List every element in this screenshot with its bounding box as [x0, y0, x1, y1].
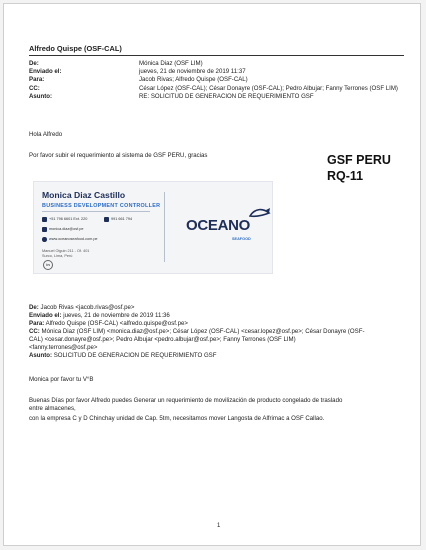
fwd-label: Enviado el:	[29, 312, 62, 319]
fwd-label: Asunto:	[29, 352, 53, 359]
email-text[interactable]: monica.diaz@osf.pe	[49, 227, 84, 232]
sender-name: Alfredo Quispe (OSF-CAL)	[29, 44, 122, 53]
message-line: con la empresa C y D Chinchay unidad de Cap. 5tm, necesitamos mover Langosta de Alfrimac a OSF Callao.	[29, 415, 325, 422]
fwd-label: CC:	[29, 328, 40, 335]
signature-name: Monica Diaz Castillo	[42, 190, 126, 200]
message-line: entre almacenes,	[29, 405, 76, 412]
fwd-to	[29, 320, 188, 328]
address-line1: Manuel Olguin 211 - Of. 401	[42, 249, 90, 253]
linkedin-icon[interactable]: in	[43, 260, 53, 270]
header-value: jueves, 21 de noviembre de 2019 11:37	[139, 68, 246, 76]
logo-sub: SEAFOOD	[232, 237, 251, 241]
signature-web[interactable]	[42, 237, 98, 242]
signature-email[interactable]	[42, 227, 83, 232]
annotation-line1: GSF PERU	[327, 153, 391, 167]
mobile-icon	[104, 217, 109, 222]
message-line: Monica por favor tu V°B	[29, 376, 94, 383]
address-line2: Surco, Lima, Perú	[42, 254, 73, 258]
fwd-label: Para:	[29, 320, 45, 327]
header-label: Asunto:	[29, 92, 53, 100]
mail-icon	[42, 227, 47, 232]
greeting: Hola Alfredo	[29, 131, 63, 138]
fwd-from	[29, 304, 134, 312]
signature-vertical-divider	[164, 192, 165, 262]
header-label: Enviado el:	[29, 68, 62, 76]
fwd-sent	[29, 312, 170, 320]
email-header	[29, 60, 409, 101]
header-value: César López (OSF-CAL); César Donayre (OSF-CAL); Pedro Albujar; Fanny Terrones (OSF LIM)	[139, 84, 398, 92]
signature-divider	[42, 211, 150, 212]
handwritten-annotation	[327, 152, 391, 184]
email-signature	[33, 181, 273, 274]
fwd-cc-line2: CAL) <cesar.donayre@osf.pe>; Pedro Albujar <pedro.albujar@osf.pe>; Fanny Terrones (OSF LIM)	[29, 336, 296, 343]
header-row-sent	[29, 68, 409, 76]
fwd-subject	[29, 352, 216, 360]
header-label: De:	[29, 60, 39, 67]
body-line: Por favor subir el requerimiento al sistema de GSF PERU, gracias	[29, 152, 208, 159]
web-text[interactable]: www.oceanoseafood.com.pe	[49, 237, 98, 242]
document-page	[3, 3, 421, 546]
header-value: Jacob Rivas; Alfredo Quispe (OSF-CAL)	[139, 76, 248, 84]
annotation-line2: RQ-11	[327, 169, 364, 183]
fwd-value: jueves, 21 de noviembre de 2019 11:36	[63, 312, 170, 319]
signature-title: BUSINESS DEVELOPMENT CONTROLLER	[42, 203, 161, 209]
globe-icon	[42, 237, 47, 242]
signature-mobile	[104, 217, 132, 222]
signature-address	[42, 249, 89, 259]
header-label: Para:	[29, 76, 45, 84]
mobile-text: 991 661 794	[111, 217, 133, 222]
oceano-logo	[186, 217, 251, 241]
fwd-value: SOLICITUD DE GENERACION DE REQUERIMIENTO GSF	[53, 352, 217, 359]
fwd-value: Jacob Rivas <jacob.rivas@osf.pe>	[40, 304, 135, 311]
fwd-cc-line3: <fanny.terrones@osf.pe>	[29, 344, 98, 351]
header-row-from	[29, 60, 409, 68]
logo-word: OCEANO	[186, 217, 251, 234]
fwd-value: Mónica Diaz (OSF LIM) <monica.diaz@osf.pe>; César López (OSF-CAL) <cesar.lopez@osf.pe>; César Donayre (OSF-	[41, 328, 365, 335]
header-value: Mónica Diaz (OSF LIM)	[139, 60, 203, 67]
fwd-value: Alfredo Quispe (OSF-CAL) <alfredo.quispe@osf.pe>	[45, 320, 188, 327]
header-rule	[29, 55, 404, 56]
fish-icon	[249, 208, 271, 220]
phone-icon	[42, 217, 47, 222]
header-row-subject	[29, 93, 409, 101]
fwd-label: De:	[29, 304, 39, 311]
fwd-cc	[29, 328, 409, 336]
header-label: CC:	[29, 84, 40, 92]
header-value: RE: SOLICITUD DE GENERACION DE REQUERIMIENTO GSF	[139, 92, 314, 100]
header-row-cc	[29, 85, 409, 93]
signature-phone	[42, 217, 87, 222]
page-number: 1	[217, 523, 221, 529]
phone-text: +51 796 6601 Ext. 220	[49, 217, 88, 222]
header-row-to	[29, 76, 409, 84]
message-line: Buenas Días por favor Alfredo puedes Generar un requerimiento de movilización de producto congelado de traslado	[29, 397, 343, 404]
